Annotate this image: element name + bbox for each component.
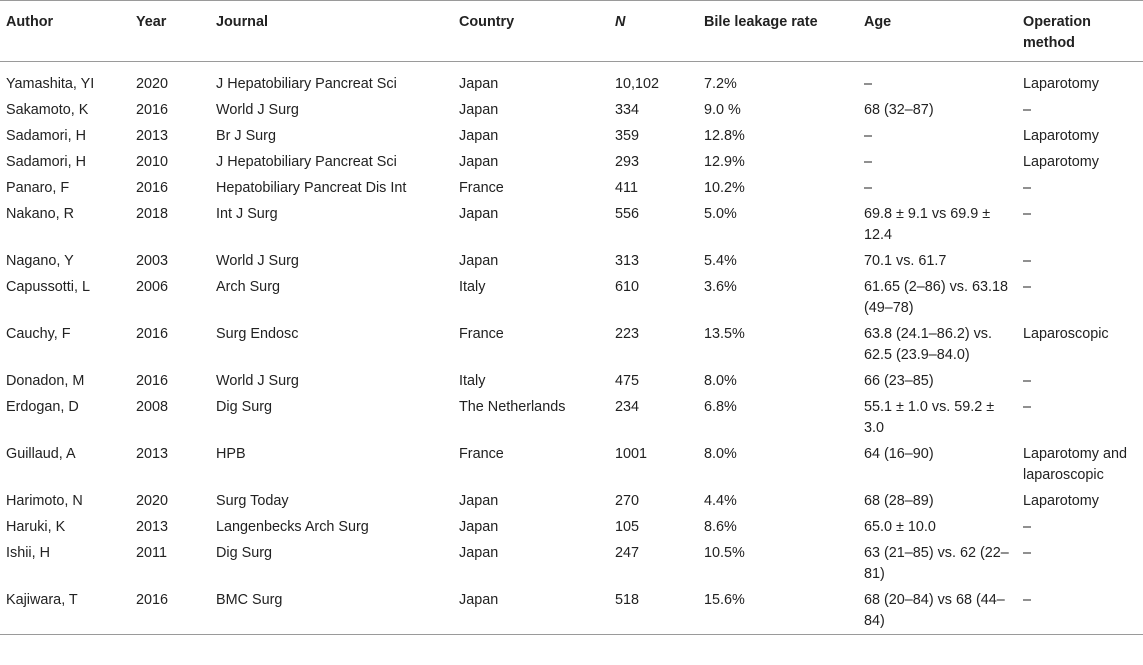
bile-leakage-rate-cell: 3.6% — [704, 279, 737, 295]
country-cell: Japan — [459, 102, 499, 118]
author-cell: Panaro, F — [6, 180, 70, 196]
year-cell: 2016 — [136, 102, 169, 118]
journal-cell: World J Surg — [216, 373, 299, 389]
operation-method-cell: Laparotomy — [1023, 128, 1099, 144]
n-cell: 475 — [615, 373, 640, 389]
year-cell: 2003 — [136, 253, 169, 269]
age-cell: 69.8 ± 9.1 vs 69.9 ± 12.4 — [864, 206, 991, 243]
age-cell: 68 (20–84) vs 68 (44–84) — [864, 592, 1005, 629]
age-cell: 63 (21–85) vs. 62 (22–81) — [864, 545, 1009, 582]
table-row — [0, 394, 1143, 441]
n-cell: 610 — [615, 279, 640, 295]
col-header-operation-method: Operation method — [1023, 14, 1091, 51]
journal-cell: World J Surg — [216, 253, 299, 269]
journal-cell: J Hepatobiliary Pancreat Sci — [216, 154, 397, 170]
bile-leakage-rate-cell: 10.2% — [704, 180, 745, 196]
author-cell: Donadon, M — [6, 373, 85, 389]
year-cell: 2016 — [136, 180, 169, 196]
author-cell: Cauchy, F — [6, 326, 71, 342]
year-cell: 2010 — [136, 154, 169, 170]
country-cell: Italy — [459, 279, 486, 295]
age-cell: 70.1 vs. 61.7 — [864, 253, 947, 269]
operation-method-cell: – — [1023, 519, 1032, 535]
country-cell: The Netherlands — [459, 399, 566, 415]
table-row — [0, 149, 1143, 175]
operation-method-cell: – — [1023, 180, 1032, 196]
bile-leakage-rate-cell: 5.0% — [704, 206, 737, 222]
journal-cell: Surg Today — [216, 493, 289, 509]
bile-leakage-rate-cell: 5.4% — [704, 253, 737, 269]
operation-method-cell: Laparotomy and laparoscopic — [1023, 446, 1128, 483]
n-cell: 247 — [615, 545, 640, 561]
age-cell: 65.0 ± 10.0 — [864, 519, 936, 535]
year-cell: 2013 — [136, 446, 169, 462]
year-cell: 2016 — [136, 373, 169, 389]
author-cell: Erdogan, D — [6, 399, 79, 415]
author-cell: Sadamori, H — [6, 154, 86, 170]
author-cell: Kajiwara, T — [6, 592, 78, 608]
age-cell: 64 (16–90) — [864, 446, 934, 462]
journal-cell: Langenbecks Arch Surg — [216, 519, 369, 535]
year-cell: 2011 — [136, 545, 167, 561]
country-cell: Japan — [459, 519, 499, 535]
country-cell: Japan — [459, 206, 499, 222]
author-cell: Capussotti, L — [6, 279, 90, 295]
operation-method-cell: – — [1023, 253, 1032, 269]
year-cell: 2013 — [136, 519, 169, 535]
col-header-journal: Journal — [216, 14, 268, 30]
author-cell: Sadamori, H — [6, 128, 86, 144]
year-cell: 2006 — [136, 279, 169, 295]
table-row — [0, 201, 1143, 248]
operation-method-cell: – — [1023, 545, 1032, 561]
country-cell: Japan — [459, 76, 499, 92]
bile-leakage-rate-cell: 8.6% — [704, 519, 737, 535]
n-cell: 223 — [615, 326, 640, 342]
operation-method-cell: Laparoscopic — [1023, 326, 1109, 342]
n-cell: 1001 — [615, 446, 648, 462]
n-cell: 10,102 — [615, 76, 660, 92]
age-cell: – — [864, 76, 873, 92]
table-row — [0, 274, 1143, 321]
age-cell: 68 (32–87) — [864, 102, 934, 118]
n-cell: 105 — [615, 519, 640, 535]
bile-leakage-rate-cell: 8.0% — [704, 446, 737, 462]
journal-cell: HPB — [216, 446, 246, 462]
bile-leakage-rate-cell: 10.5% — [704, 545, 745, 561]
col-header-bile-leakage-rate: Bile leakage rate — [704, 14, 818, 30]
n-cell: 234 — [615, 399, 640, 415]
n-cell: 411 — [615, 180, 638, 196]
year-cell: 2020 — [136, 76, 169, 92]
bile-leakage-rate-cell: 4.4% — [704, 493, 737, 509]
table-row — [0, 441, 1143, 488]
n-cell: 556 — [615, 206, 640, 222]
author-cell: Guillaud, A — [6, 446, 76, 462]
journal-cell: Br J Surg — [216, 128, 276, 144]
operation-method-cell: Laparotomy — [1023, 493, 1099, 509]
header-row — [0, 1, 1143, 62]
age-cell: 68 (28–89) — [864, 493, 934, 509]
operation-method-cell: – — [1023, 373, 1032, 389]
table-row — [0, 175, 1143, 201]
bile-leakage-rate-cell: 8.0% — [704, 373, 737, 389]
table-row — [0, 587, 1143, 635]
operation-method-cell: Laparotomy — [1023, 154, 1099, 170]
author-cell: Nagano, Y — [6, 253, 74, 269]
country-cell: Japan — [459, 128, 499, 144]
country-cell: Japan — [459, 545, 499, 561]
operation-method-cell: – — [1023, 399, 1032, 415]
table-row — [0, 248, 1143, 274]
bile-leakage-rate-cell: 9.0 % — [704, 102, 741, 118]
year-cell: 2008 — [136, 399, 169, 415]
bile-leakage-rate-cell: 6.8% — [704, 399, 737, 415]
table-row — [0, 123, 1143, 149]
n-cell: 334 — [615, 102, 640, 118]
table-row — [0, 514, 1143, 540]
bile-leakage-rate-cell: 13.5% — [704, 326, 745, 342]
journal-cell: Surg Endosc — [216, 326, 299, 342]
journal-cell: Dig Surg — [216, 399, 272, 415]
table-row — [0, 368, 1143, 394]
age-cell: 63.8 (24.1–86.2) vs. 62.5 (23.9–84.0) — [864, 326, 992, 363]
journal-cell: J Hepatobiliary Pancreat Sci — [216, 76, 397, 92]
table-row — [0, 62, 1143, 98]
age-cell: 55.1 ± 1.0 vs. 59.2 ± 3.0 — [864, 399, 995, 436]
journal-cell: World J Surg — [216, 102, 299, 118]
author-cell: Haruki, K — [6, 519, 66, 535]
year-cell: 2013 — [136, 128, 169, 144]
bile-leakage-rate-cell: 12.8% — [704, 128, 745, 144]
author-cell: Nakano, R — [6, 206, 74, 222]
age-cell: 61.65 (2–86) vs. 63.18 (49–78) — [864, 279, 1009, 316]
operation-method-cell: – — [1023, 102, 1032, 118]
year-cell: 2020 — [136, 493, 169, 509]
age-cell: – — [864, 154, 873, 170]
n-cell: 518 — [615, 592, 640, 608]
table-row — [0, 488, 1143, 514]
journal-cell: Arch Surg — [216, 279, 280, 295]
table-body — [0, 62, 1143, 635]
author-cell: Sakamoto, K — [6, 102, 89, 118]
country-cell: Japan — [459, 253, 499, 269]
operation-method-cell: Laparotomy — [1023, 76, 1099, 92]
journal-cell: Dig Surg — [216, 545, 272, 561]
year-cell: 2018 — [136, 206, 169, 222]
col-header-n: N — [615, 14, 626, 30]
table-row — [0, 540, 1143, 587]
col-header-age: Age — [864, 14, 892, 30]
journal-cell: BMC Surg — [216, 592, 283, 608]
year-cell: 2016 — [136, 592, 169, 608]
col-header-year: Year — [136, 14, 167, 30]
col-header-country: Country — [459, 14, 515, 30]
country-cell: France — [459, 326, 504, 342]
journal-cell: Hepatobiliary Pancreat Dis Int — [216, 180, 407, 196]
table-row — [0, 97, 1143, 123]
author-cell: Harimoto, N — [6, 493, 83, 509]
col-header-author: Author — [6, 14, 54, 30]
age-cell: – — [864, 180, 873, 196]
year-cell: 2016 — [136, 326, 169, 342]
n-cell: 359 — [615, 128, 640, 144]
country-cell: Japan — [459, 592, 499, 608]
age-cell: 66 (23–85) — [864, 373, 934, 389]
author-cell: Yamashita, YI — [6, 76, 95, 92]
country-cell: Italy — [459, 373, 486, 389]
journal-cell: Int J Surg — [216, 206, 278, 222]
operation-method-cell: – — [1023, 206, 1032, 222]
bile-leakage-rate-cell: 7.2% — [704, 76, 737, 92]
operation-method-cell: – — [1023, 592, 1032, 608]
country-cell: Japan — [459, 154, 499, 170]
country-cell: France — [459, 180, 504, 196]
bile-leakage-rate-cell: 15.6% — [704, 592, 745, 608]
n-cell: 313 — [615, 253, 640, 269]
country-cell: France — [459, 446, 504, 462]
n-cell: 270 — [615, 493, 640, 509]
author-cell: Ishii, H — [6, 545, 50, 561]
age-cell: – — [864, 128, 873, 144]
country-cell: Japan — [459, 493, 499, 509]
operation-method-cell: – — [1023, 279, 1032, 295]
n-cell: 293 — [615, 154, 640, 170]
table-row — [0, 321, 1143, 368]
bile-leakage-rate-cell: 12.9% — [704, 154, 745, 170]
